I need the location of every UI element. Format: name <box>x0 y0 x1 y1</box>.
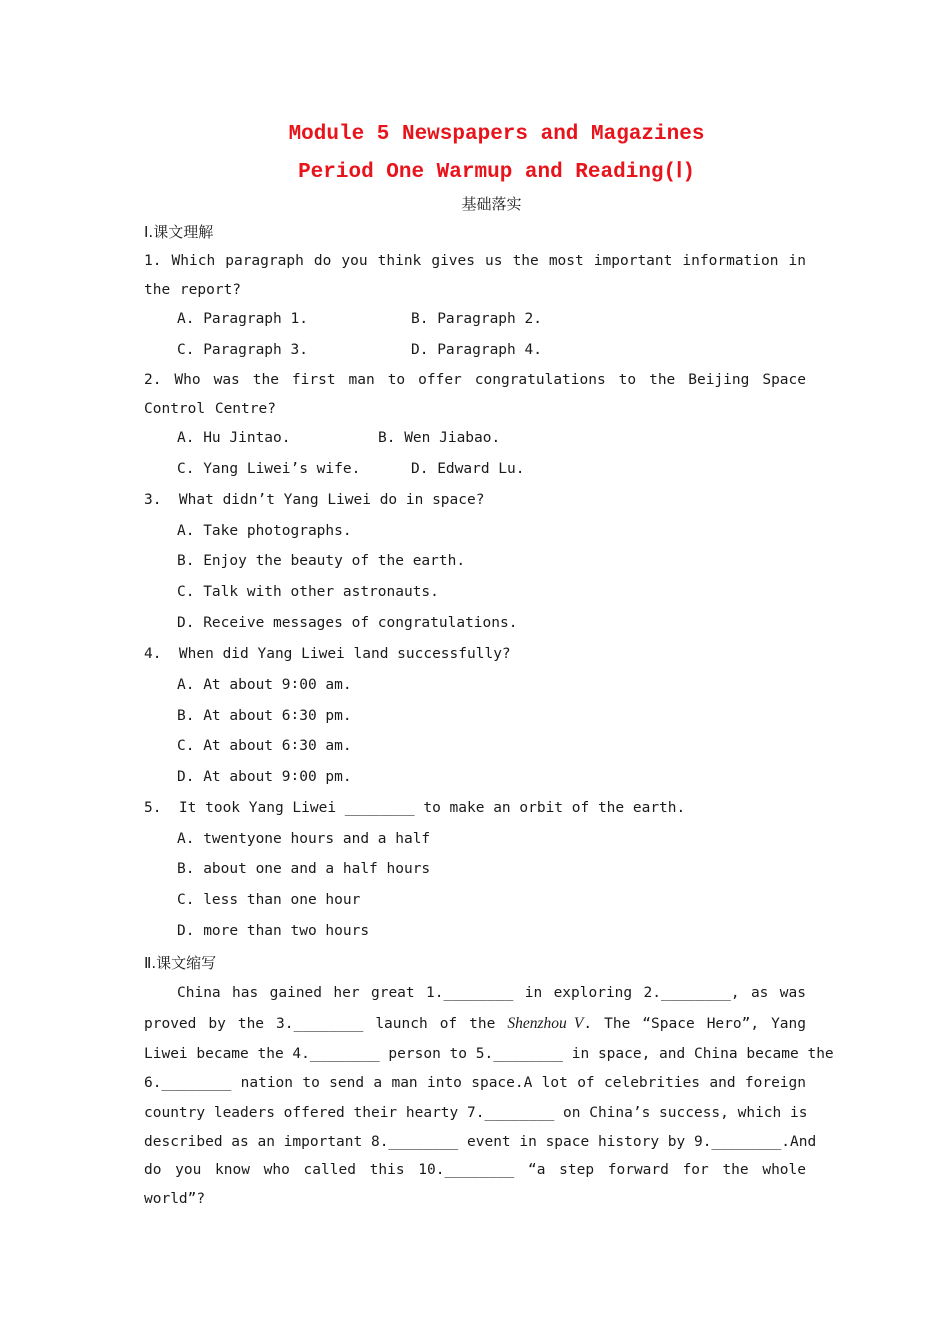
option-1a: A. Paragraph 1. <box>177 311 308 327</box>
summary-line-2-after: . The “Space Hero”, Yang <box>583 1016 806 1032</box>
summary-line-2 <box>144 1015 806 1033</box>
option-5a: A. twentyone hours and a half <box>177 831 431 847</box>
question-2: 2. Who was the first man to offer congratulations to the Beijing Space Control Centre? <box>144 372 806 417</box>
question-1: 1. Which paragraph do you think gives us the most important information in the report? <box>144 253 806 298</box>
option-2a: A. Hu Jintao. <box>177 430 291 446</box>
option-4a: A. At about 9∶00 am. <box>177 677 352 693</box>
summary-line-2-before: proved by the 3.________ launch of the <box>144 1016 508 1032</box>
module-title: Module 5 Newspapers and Magazines <box>288 123 705 146</box>
option-5b: B. about one and a half hours <box>177 861 431 877</box>
option-2d: D. Edward Lu. <box>411 461 525 477</box>
option-5c: C. less than one hour <box>177 892 361 908</box>
section-subtitle: 基础落实 <box>461 195 522 213</box>
summary-line-6: described as an important 8.________ event in space history by 9.________.And <box>144 1134 817 1150</box>
summary-line-3: Liwei became the 4.________ person to 5.________ in space, and China became the <box>144 1046 834 1062</box>
option-2b: B. Wen Jiabao. <box>378 430 501 446</box>
option-5d: D. more than two hours <box>177 923 370 939</box>
section-heading-summary: Ⅱ.课文缩写 <box>144 954 217 972</box>
option-1b: B. Paragraph 2. <box>411 311 542 327</box>
summary-line-7: do you know who called this 10.________ “a step forward for the whole <box>144 1162 806 1178</box>
summary-line-5: country leaders offered their hearty 7.________ on China’s success, which is <box>144 1105 808 1121</box>
spacecraft-name: Shenzhou V <box>507 1015 584 1032</box>
question-5: 5. It took Yang Liwei ________ to make an orbit of the earth. <box>144 800 686 816</box>
summary-line-4: 6.________ nation to send a man into space.A lot of celebrities and foreign <box>144 1075 806 1091</box>
question-3: 3. What didn’t Yang Liwei do in space? <box>144 492 485 508</box>
option-1c: C. Paragraph 3. <box>177 342 308 358</box>
option-3a: A. Take photographs. <box>177 523 352 539</box>
section-heading-comprehension: Ⅰ.课文理解 <box>144 223 214 241</box>
option-4d: D. At about 9∶00 pm. <box>177 769 352 785</box>
period-title: Period One Warmup and Reading(Ⅰ) <box>298 161 695 184</box>
summary-line-8: world”? <box>144 1191 206 1207</box>
summary-line-1: China has gained her great 1.________ in exploring 2.________, as was <box>177 985 806 1001</box>
option-1d: D. Paragraph 4. <box>411 342 542 358</box>
question-4: 4. When did Yang Liwei land successfully? <box>144 646 511 662</box>
option-4b: B. At about 6∶30 pm. <box>177 708 352 724</box>
option-2c: C. Yang Liwei’s wife. <box>177 461 361 477</box>
option-3d: D. Receive messages of congratulations. <box>177 615 518 631</box>
option-3b: B. Enjoy the beauty of the earth. <box>177 553 466 569</box>
option-4c: C. At about 6∶30 am. <box>177 738 352 754</box>
option-3c: C. Talk with other astronauts. <box>177 584 439 600</box>
